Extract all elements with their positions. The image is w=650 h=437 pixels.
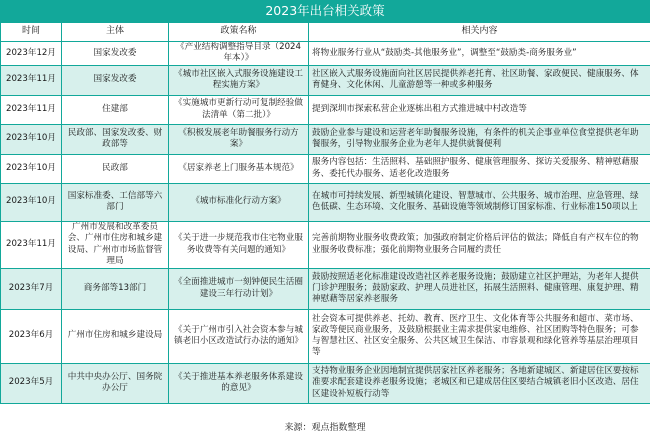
table-row bbox=[1, 65, 650, 95]
table-row bbox=[1, 95, 650, 124]
cell-date: 2023年6月 bbox=[1, 309, 62, 363]
cell-body: 国家发改委 bbox=[62, 65, 169, 95]
cell-date: 2023年7月 bbox=[1, 268, 62, 309]
cell-body: 住建部 bbox=[62, 95, 169, 124]
cell-date: 2023年11月 bbox=[1, 95, 62, 124]
cell-content: 鼓励企业参与建设和运营老年助餐服务设施，有条件的机关企事业单位食堂提供老年助餐服务，引导物业服务企业为老年人提供就餐便利 bbox=[309, 124, 650, 154]
cell-policy-name: 《城市社区嵌入式服务设施建设工程实施方案》 bbox=[169, 65, 309, 95]
cell-policy-name: 《全面推进城市一刻钟便民生活圈建设三年行动计划》 bbox=[169, 268, 309, 309]
table-row bbox=[1, 42, 650, 66]
cell-policy-name: 《积极发展老年助餐服务行动方案》 bbox=[169, 124, 309, 154]
cell-policy-name: 《关于广州市引入社会资本参与城镇老旧小区改造试行办法的通知》 bbox=[169, 309, 309, 363]
cell-content: 社区嵌入式服务设施面向社区居民提供养老托育、社区助餐、家政便民、健康服务、体育健身、文化休闲、儿童游憩等一种或多种服务 bbox=[309, 65, 650, 95]
table-row bbox=[1, 268, 650, 309]
cell-body: 商务部等13部门 bbox=[62, 268, 169, 309]
table-row bbox=[1, 124, 650, 154]
cell-date: 2023年11月 bbox=[1, 221, 62, 268]
cell-content: 将物业服务行业从“鼓励类-其他服务业”，调整至“鼓励类-商务服务业” bbox=[309, 42, 650, 66]
cell-policy-name: 《实施城市更新行动可复制经验做法清单（第二批）》 bbox=[169, 95, 309, 124]
cell-content: 完善前期物业服务收费政策；加强政府制定价格后评估的做法；降低自有产权车位的物业服务收费标准；强化前期物业服务合同履约责任 bbox=[309, 221, 650, 268]
table-row bbox=[1, 363, 650, 403]
cell-body: 广州市住房和城乡建设局 bbox=[62, 309, 169, 363]
cell-body: 国家标准委、工信部等六部门 bbox=[62, 183, 169, 221]
cell-content: 鼓励按照适老化标准建设改造社区养老服务设施；鼓励建立社区护理站，为老年人提供门诊护理服务；鼓励家政、护理人员进社区，拓展生活照料、健康管理、康复护理、精神慰藉等居家养老服务 bbox=[309, 268, 650, 309]
cell-body: 国家发改委 bbox=[62, 42, 169, 66]
cell-body: 民政部 bbox=[62, 154, 169, 183]
cell-policy-name: 《关于推进基本养老服务体系建设的意见》 bbox=[169, 363, 309, 403]
cell-body: 中共中央办公厅、国务院办公厅 bbox=[62, 363, 169, 403]
cell-policy-name: 《关于进一步规范我市住宅物业服务收费等有关问题的通知》 bbox=[169, 221, 309, 268]
header-content: 相关内容 bbox=[309, 23, 650, 42]
cell-body: 广州市发展和改革委员会、广州市住房和城乡建设局、广州市市场监督管理局 bbox=[62, 221, 169, 268]
table-row bbox=[1, 221, 650, 268]
cell-content: 社会资本可提供养老、托幼、教育、医疗卫生、文化体育等公共服务和超市、菜市场、家政等便民商业服务，及鼓励根据业主需求提供家电维修、社区团购等特色服务；可参与智慧社区、社区安全服务、公共区域卫生保洁、市容景观和绿化管养等基层治理项目等 bbox=[309, 309, 650, 363]
cell-body: 民政部、国家发改委、财政部等 bbox=[62, 124, 169, 154]
cell-content: 在城市可持续发展、新型城镇化建设、智慧城市、公共服务、城市治理、应急管理、绿色低碳、生态环境、文化服务、基础设施等领域制修订国家标准、行业标准150项以上 bbox=[309, 183, 650, 221]
header-row bbox=[1, 23, 650, 42]
header-body: 主体 bbox=[62, 23, 169, 42]
cell-policy-name: 《城市标准化行动方案》 bbox=[169, 183, 309, 221]
cell-content: 提到深圳市探索私营企业逐栋出租方式推进城中村改造等 bbox=[309, 95, 650, 124]
header-policy-name: 政策名称 bbox=[169, 23, 309, 42]
cell-content: 服务内容包括：生活照料、基础照护服务、健康管理服务、探访关爱服务、精神慰藉服务、委托代办服务、适老化改造服务 bbox=[309, 154, 650, 183]
cell-date: 2023年12月 bbox=[1, 42, 62, 66]
cell-date: 2023年10月 bbox=[1, 124, 62, 154]
cell-content: 支持物业服务企业因地制宜提供居家社区养老服务；各地新建城区、新建居住区要按标准要求配套建设养老服务设施；老城区和已建成居住区要结合城镇老旧小区改造、居住区建设补短板行动等 bbox=[309, 363, 650, 403]
table-row bbox=[1, 183, 650, 221]
cell-date: 2023年10月 bbox=[1, 183, 62, 221]
table-row bbox=[1, 154, 650, 183]
header-date: 时间 bbox=[1, 23, 62, 42]
table-row bbox=[1, 309, 650, 363]
cell-policy-name: 《居家养老上门服务基本规范》 bbox=[169, 154, 309, 183]
source-note: 来源：观点指数整理 bbox=[284, 423, 366, 433]
policy-table bbox=[0, 22, 650, 404]
table-title: 2023年出台相关政策 bbox=[0, 0, 650, 22]
cell-date: 2023年5月 bbox=[1, 363, 62, 403]
cell-date: 2023年11月 bbox=[1, 65, 62, 95]
cell-policy-name: 《产业结构调整指导目录（2024年本）》 bbox=[169, 42, 309, 66]
cell-date: 2023年10月 bbox=[1, 154, 62, 183]
